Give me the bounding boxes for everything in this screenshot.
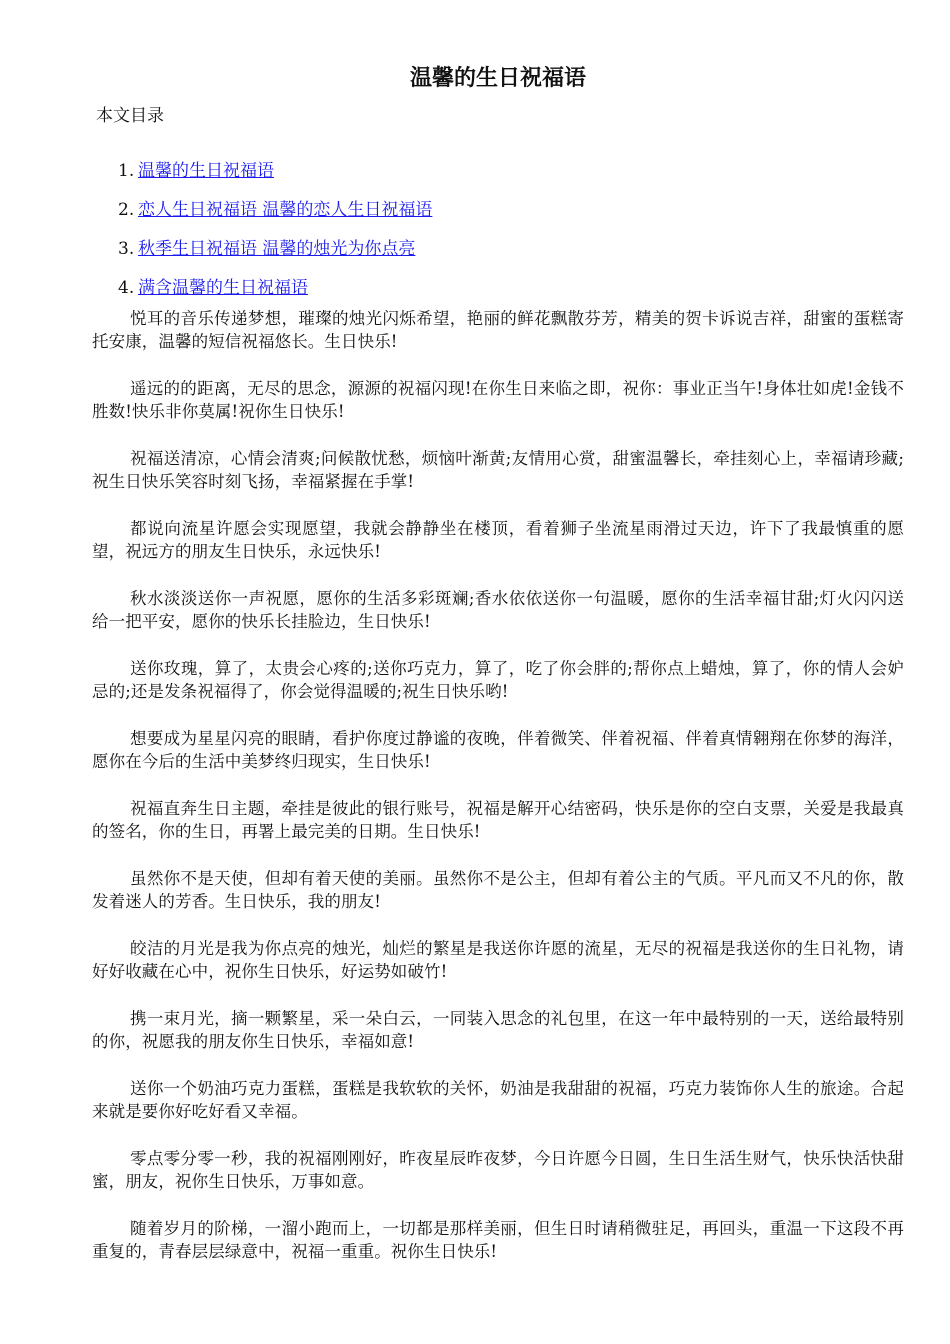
- paragraph: 秋水淡淡送你一声祝愿，愿你的生活多彩斑斓;香水依依送你一句温暖，愿你的生活幸福甘甜;灯火闪闪送给一把平安，愿你的快乐长挂脸边，生日快乐!: [92, 589, 904, 631]
- toc-item: [118, 159, 432, 198]
- paragraph: 想要成为星星闪亮的眼睛，看护你度过静谧的夜晚，伴着微笑、伴着祝福、伴着真情翱翔在你梦的海洋，愿你在今后的生活中美梦终归现实，生日快乐!: [92, 729, 904, 771]
- toc-item-number: 3.: [118, 239, 135, 259]
- toc-item: [118, 237, 432, 276]
- paragraph: 祝福送清凉，心情会清爽;问候散忧愁，烦恼叶渐黄;友情用心赏，甜蜜温馨长，牵挂刻心上，幸福请珍藏;祝生日快乐笑容时刻飞扬，幸福紧握在手掌!: [92, 449, 904, 491]
- toc-link-1[interactable]: 温馨的生日祝福语: [138, 161, 274, 181]
- paragraph: 随着岁月的阶梯，一溜小跑而上，一切都是那样美丽，但生日时请稍微驻足，再回头，重温一下这段不再重复的，青春层层绿意中，祝福一重重。祝你生日快乐!: [92, 1219, 904, 1261]
- toc-item-number: 4.: [118, 278, 135, 298]
- paragraph: 都说向流星许愿会实现愿望，我就会静静坐在楼顶，看着狮子坐流星雨滑过天边，许下了我最慎重的愿望，祝远方的朋友生日快乐，永远快乐!: [92, 519, 904, 561]
- paragraph: 携一束月光，摘一颗繁星，采一朵白云，一同装入思念的礼包里，在这一年中最特别的一天，送给最特别的你，祝愿我的朋友你生日快乐，幸福如意!: [92, 1009, 904, 1051]
- toc-item-number: 2.: [118, 200, 135, 220]
- toc-item: [118, 198, 432, 237]
- paragraph: 送你玫瑰，算了，太贵会心疼的;送你巧克力，算了，吃了你会胖的;帮你点上蜡烛，算了，你的情人会妒忌的;还是发条祝福得了，你会觉得温暖的;祝生日快乐哟!: [92, 659, 904, 701]
- paragraph: 虽然你不是天使，但却有着天使的美丽。虽然你不是公主，但却有着公主的气质。平凡而又不凡的你，散发着迷人的芳香。生日快乐，我的朋友!: [92, 869, 904, 911]
- paragraph: 零点零分零一秒，我的祝福刚刚好，昨夜星辰昨夜梦，今日许愿今日圆，生日生活生财气，快乐快活快甜蜜，朋友，祝你生日快乐，万事如意。: [92, 1149, 904, 1191]
- toc-link-2[interactable]: 恋人生日祝福语 温馨的恋人生日祝福语: [138, 200, 433, 220]
- toc-item-number: 1.: [118, 161, 135, 181]
- toc-link-4[interactable]: 满含温馨的生日祝福语: [138, 278, 308, 298]
- toc-link-3[interactable]: 秋季生日祝福语 温馨的烛光为你点亮: [138, 239, 416, 259]
- toc-label: 本文目录: [96, 106, 164, 126]
- document-title: 温馨的生日祝福语: [409, 66, 586, 91]
- document-body: [92, 307, 904, 1287]
- paragraph: 悦耳的音乐传递梦想，璀璨的烛光闪烁希望，艳丽的鲜花飘散芬芳，精美的贺卡诉说吉祥，甜蜜的蛋糕寄托安康，温馨的短信祝福悠长。生日快乐!: [92, 309, 904, 351]
- paragraph: 祝福直奔生日主题，牵挂是彼此的银行账号，祝福是解开心结密码，快乐是你的空白支票，关爱是我最真的签名，你的生日，再署上最完美的日期。生日快乐!: [92, 799, 904, 841]
- paragraph: 皎洁的月光是我为你点亮的烛光，灿烂的繁星是我送你许愿的流星，无尽的祝福是我送你的生日礼物，请好好收藏在心中，祝你生日快乐，好运势如破竹!: [92, 939, 904, 981]
- table-of-contents: [118, 159, 432, 315]
- paragraph: 遥远的的距离，无尽的思念，源源的祝福闪现!在你生日来临之即，祝你：事业正当午!身体壮如虎!金钱不胜数!快乐非你莫属!祝你生日快乐!: [92, 379, 904, 421]
- paragraph: 送你一个奶油巧克力蛋糕，蛋糕是我软软的关怀，奶油是我甜甜的祝福，巧克力装饰你人生的旅途。合起来就是要你好吃好看又幸福。: [92, 1079, 904, 1121]
